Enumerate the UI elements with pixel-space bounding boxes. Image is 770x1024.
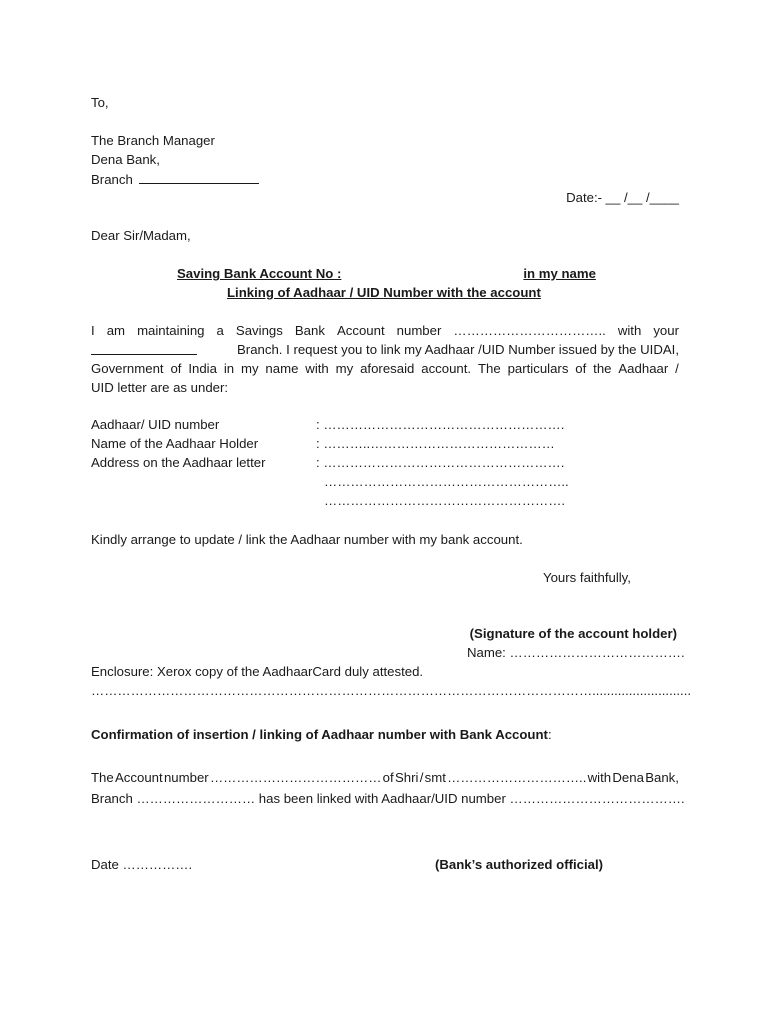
subject-suffix: in my name bbox=[523, 266, 596, 281]
body-line-2 bbox=[91, 342, 679, 358]
word: Bank bbox=[294, 323, 325, 338]
word: my bbox=[335, 361, 354, 376]
particular-label-name: Name of the Aadhaar Holder bbox=[91, 436, 259, 451]
branch-name-blank bbox=[91, 342, 197, 355]
word: The bbox=[91, 770, 114, 785]
confirmation-heading-text: Confirmation of insertion / linking of Aadhaar number with Bank Account bbox=[91, 727, 548, 742]
word: India bbox=[188, 361, 217, 376]
word: am bbox=[106, 323, 126, 338]
body-line-1 bbox=[91, 323, 679, 339]
word: aforesaid bbox=[360, 361, 415, 376]
recipient-bank: Dena Bank, bbox=[91, 152, 160, 167]
subject-line-1 bbox=[177, 266, 596, 282]
word: maintaining bbox=[137, 323, 205, 338]
word: with bbox=[305, 361, 329, 376]
signature-name-line: Name: …………………………………. bbox=[467, 645, 685, 660]
word: a bbox=[216, 323, 224, 338]
word: your bbox=[653, 323, 679, 338]
word: ………………………….. bbox=[447, 770, 587, 785]
particular-value-address: : ………………………………………………. bbox=[316, 455, 565, 470]
particular-label-aadhaar: Aadhaar/ UID number bbox=[91, 417, 220, 432]
word: number bbox=[163, 770, 209, 785]
word: account. bbox=[421, 361, 472, 376]
signature-label: (Signature of the account holder) bbox=[469, 626, 677, 641]
confirmation-heading bbox=[91, 727, 552, 743]
footer-date: Date ……………. bbox=[91, 857, 193, 872]
branch-label: Branch bbox=[91, 172, 133, 187]
word: Savings bbox=[235, 323, 283, 338]
word: Account bbox=[336, 323, 385, 338]
word: The bbox=[477, 361, 501, 376]
word: Aadhaar bbox=[618, 361, 669, 376]
word: Government bbox=[91, 361, 164, 376]
separator-dots: ……………………………………………………………………………………………………........................... bbox=[91, 683, 692, 698]
body-line-3 bbox=[91, 361, 679, 377]
date-line: Date:- __ /__ /____ bbox=[566, 190, 679, 205]
to-line: To, bbox=[91, 95, 109, 110]
word: Dena bbox=[612, 770, 644, 785]
word: Bank, bbox=[645, 770, 679, 785]
word: particulars bbox=[507, 361, 569, 376]
word: ………………………………… bbox=[209, 770, 382, 785]
particular-label-address: Address on the Aadhaar letter bbox=[91, 455, 266, 470]
body-line-2-text: Branch. I request you to link my Aadhaar /UID Number issued by the UIDAI, bbox=[237, 342, 679, 357]
address-continuation-1: ……………………………………………….. bbox=[324, 474, 569, 489]
word: my bbox=[240, 361, 259, 376]
confirmation-line-1 bbox=[91, 770, 679, 786]
word: Account bbox=[115, 770, 163, 785]
word: of bbox=[382, 770, 394, 785]
word: number bbox=[396, 323, 442, 338]
word: of bbox=[575, 361, 587, 376]
word: the bbox=[593, 361, 612, 376]
word: with bbox=[587, 770, 612, 785]
recipient-title: The Branch Manager bbox=[91, 133, 215, 148]
subject-prefix: Saving Bank Account No : bbox=[177, 266, 342, 281]
word: in bbox=[223, 361, 235, 376]
word: / bbox=[419, 770, 424, 785]
word: with bbox=[617, 323, 642, 338]
word: I bbox=[91, 323, 95, 338]
particular-value-aadhaar: : ………………………………………………. bbox=[316, 417, 565, 432]
word: / bbox=[675, 361, 679, 376]
word: Shri bbox=[394, 770, 419, 785]
body-line-4: UID letter are as under: bbox=[91, 380, 229, 395]
closing: Yours faithfully, bbox=[543, 570, 631, 585]
recipient-branch bbox=[91, 171, 259, 188]
word: smt bbox=[424, 770, 446, 785]
branch-blank bbox=[139, 171, 259, 184]
confirmation-line-2: Branch ……………………… has been linked with Aadhaar/UID number …………………………………. bbox=[91, 791, 685, 806]
word: …………………………….. bbox=[453, 323, 606, 338]
salutation: Dear Sir/Madam, bbox=[91, 228, 191, 243]
confirmation-heading-colon: : bbox=[547, 727, 552, 742]
request-text: Kindly arrange to update / link the Aadhaar number with my bank account. bbox=[91, 532, 523, 547]
address-continuation-2: ………………………………………………. bbox=[324, 493, 566, 508]
enclosure: Enclosure: Xerox copy of the AadhaarCard duly attested. bbox=[91, 664, 424, 679]
word: of bbox=[170, 361, 182, 376]
authorized-official: (Bank’s authorized official) bbox=[435, 857, 604, 872]
word: name bbox=[265, 361, 299, 376]
subject-line-2: Linking of Aadhaar / UID Number with the account bbox=[227, 285, 541, 300]
account-number-blank bbox=[341, 266, 523, 282]
particular-value-name: : ………..…………………………………… bbox=[316, 436, 555, 451]
